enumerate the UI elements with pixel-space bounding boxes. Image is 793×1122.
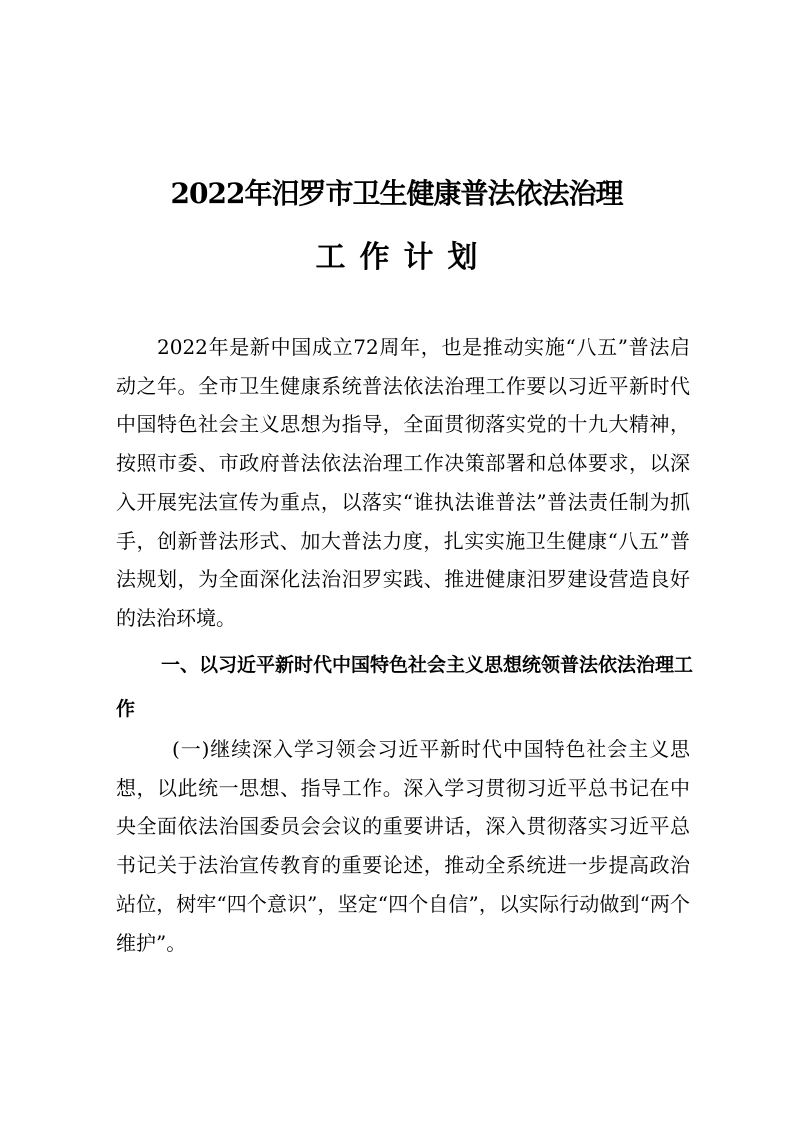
intro-paragraph: 2022年是新中国成立72周年，也是推动实施“八五”普法启动之年。全市卫生健康系统普法依法治理工作要以习近平新时代中国特色社会主义思想为指导，全面贯彻落实党的十九大精神，按照市委、市政府普法依法治理工作决策部署和总体要求，以深入开展宪法宣传为重点，以落实“谁执法谁普法”普法责任制为抓手，创新普法形式、加大普法力度，扎实实施卫生健康“八五”普法规划，为全面深化法治汨罗实践、推进健康汨罗建设营造良好的法治环境。 bbox=[116, 335, 690, 630]
section-1-item-1-paragraph: (一)继续深入学习领会习近平新时代中国特色社会主义思想，以此统一思想、指导工作。深入学习贯彻习近平总书记在中央全面依法治国委员会会议的重要讲话，深入贯彻落实习近平总书记关于法治宣传教育的重要论述，推动全系统进一步提高政治站位，树牢“四个意识”，坚定“四个自信”，以实际行动做到“两个维护”。 bbox=[116, 737, 690, 955]
document-subtitle: 工作计划 bbox=[315, 240, 492, 275]
section-heading-1: 一、以习近平新时代中国特色社会主义思想统领普法依法治理工作 bbox=[116, 654, 694, 720]
document-title: 2022年汨罗市卫生健康普法依法治理 bbox=[170, 177, 623, 210]
